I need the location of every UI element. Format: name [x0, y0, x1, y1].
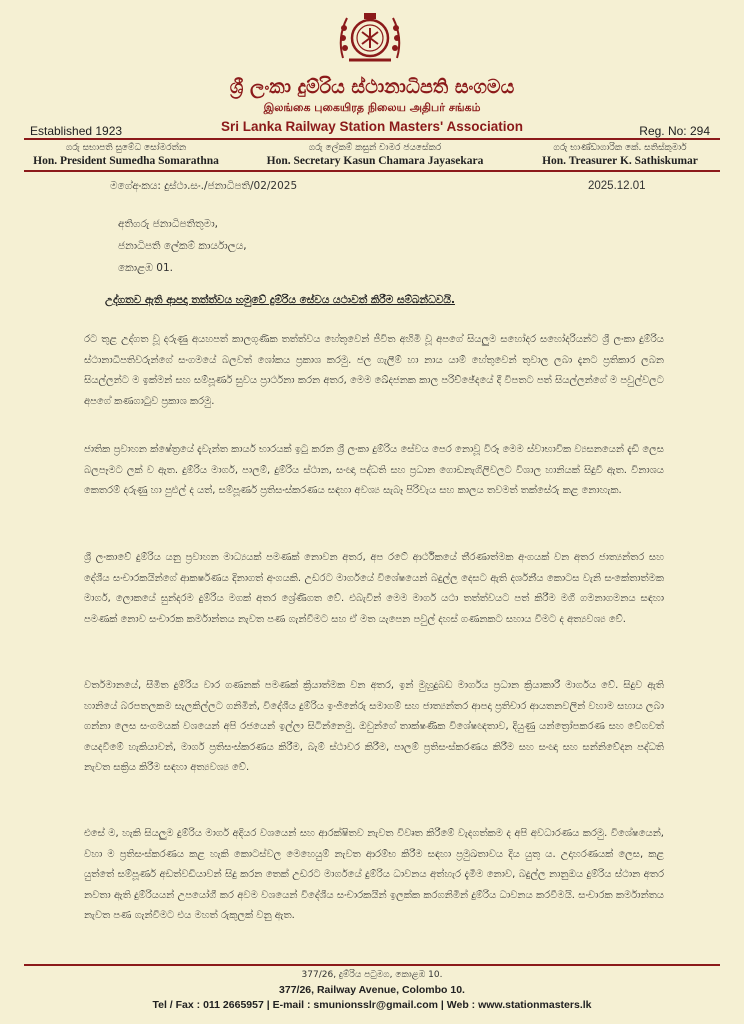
official-name: Hon. Secretary Kasun Chamara Jayasekara: [266, 155, 484, 167]
official-role-sinhala: ගරු භාණ්ඩාගාරික කේ. සතිස්කුමාර්: [553, 143, 687, 153]
body-paragraph-4: වර්තමානයේ, සීමිත දුම්රිය වාර ගණනක් පමණක් ක්‍රියාත්මක වන අතර, ඉන් මුහුදුබඩ මාර්ගය ප්‍රධාන ක්‍රියාකාරී මාර්ගය වේ. සිදුව ඇති හානියේ බරපතලකම සැලකිල්ලට ගනිමින්, විදේශීය දුම්රිය ඉංජිනේරු සමාගම් සහ ජාත්‍යන්තර ආපදා ප්‍රතිචාර ආයතනවලින් වහාම සහාය ලබා ගන්නා ලෙස සංගමයක් වශයෙන් අපි රජයෙන් ඉල්ලා සිටින්නෙමු. ඔවුන්ගේ තාක්ෂණික විශේෂඥතාව, දියුණු යන්ත්‍රෝපකරණ සහ වේගවත් යෙදවීමේ හැකියාවන්, මාර්ග ප්‍රතිසංස්කරණය කිරීම, බැම් ස්ථාවර කිරීම, පාලම් ප්‍රතිසංස්කරණය කිරීම සහ සංඥා සහ සන්නිවේදන පද්ධති නැවත සක්‍රිය කිරීම සඳහා අත්‍යවශ්‍ය වේ.: [84, 680, 664, 774]
footer-address-sinhala: 377/26, දුම්රිය පටුමග, කොළඹ 10.: [301, 970, 443, 980]
association-title-english: Sri Lanka Railway Station Masters' Association: [220, 119, 524, 134]
footer-divider: [24, 964, 720, 966]
reference-number: මගේඅංකය: දුස්ථා.සං./ජනාධිපති/02/2025: [110, 180, 298, 192]
established-year: Established 1923: [30, 124, 123, 138]
footer-contact: Tel / Fax : 011 2665957 | E-mail : smunionsslr@gmail.com | Web : www.stationmasters.lk: [152, 999, 592, 1011]
official-secretary: [250, 142, 500, 168]
letter-subject: උද්ගතව ඇති ආපදා තත්ත්වය හමුවේ දුම්රිය සේවය යථාවත් කිරීම සම්බන්ධවයි.: [105, 294, 455, 306]
body-paragraph-3: ශ්‍රී ලංකාවේ දුම්රිය යනු ප්‍රවාහන මාධ්‍යයක් පමණක් නොවන අතර, අප රටේ ආර්ථිකයේ තීරණාත්මක අංගයක් වන අතර ජාත්‍යන්තර සහ දේශීය සංචාරකයින්ගේ ආකර්ෂණය දිනාගත් අංගයකි. උඩරට මාර්ගයේ විශේෂයෙන් බදුල්ල දෙසට ඇති දර්ශනීය කොටස වැනි සංකේතාත්මක මාර්ග, ලොකයේ සුන්දරම දුම්රිය මගක් අතර ශ්‍රේණිගත වේ. එබැවින් මෙම මාර්ග යථා තත්ත්වයට පත් කිරීම මගී ගමනාගමනය සඳහා පමණක් නොව සංචාරක කර්මාන්තය නැවත පණ ගැන්වීමට සහ ඒ මත යැපෙන පවුල් දහස් ගණනකට සහාය වීමට ද අත්‍යවශ්‍ය වේ.: [84, 552, 664, 625]
official-president: [26, 142, 226, 168]
recipient-address: [118, 213, 247, 279]
association-emblem: [335, 8, 405, 68]
official-role-sinhala: ගරු සභාපති සුමේධ සෝමරත්න: [65, 143, 187, 153]
body-paragraph-1: රට තුළ උද්ගත වූ දරුණු අයහපත් කාලගුණික තත්ත්වය හේතුවෙන් ජීවිත අහිමි වූ අපගේ සියලුම සහෝදර සහෝදරියන්ට ශ්‍රී ලංකා දුම්රිය ස්ථානාධිපතිවරුන්ගේ සංගමයේ බලවත් ශෝකය ප්‍රකාශ කරමු. ජල ගැලීම් හා නාය යාම් හේතුවෙන් තුවාල ලබා දැනට ප්‍රතිකාර ලබන සියල්ලන්ට ම ඉක්මන් සහ සම්පූර්ණ සුවය ප්‍රාර්ථනා කරන අතර, මෙම ඛේදජනක කාල පරිච්ඡේදයේ දී විපතට පත් සියල්ලන්ගේ ම පවුල්වලට අපගේ කණගාටුව ප්‍රකාශ කරමු.: [84, 334, 664, 407]
header-divider-top: [24, 138, 720, 140]
official-name: Hon. President Sumedha Somarathna: [33, 155, 219, 167]
address-line: ජනාධිපති ලේකම් කාර්යාලය,: [118, 240, 247, 252]
association-title-sinhala: ශ්‍රී ලංකා දුම්රිය ස්ථානාධිපති සංගමය: [229, 76, 515, 98]
official-name: Hon. Treasurer K. Sathiskumar: [542, 155, 698, 167]
address-line: කොළඹ 01.: [118, 262, 173, 274]
letter-date: 2025.12.01: [588, 180, 646, 192]
footer-address-english: 377/26, Railway Avenue, Colombo 10.: [279, 984, 465, 996]
official-role-sinhala: ගරු ලේකම් කසුන් චාමර ජයසේකර: [308, 143, 442, 153]
address-line: අතිගරු ජනාධිපතිතුමා,: [118, 218, 218, 230]
body-paragraph-2: ජාතික ප්‍රවාහන ක්ෂේත්‍රයේ දැවැන්ත කාර්ය භාරයක් ඉටු කරන ශ්‍රී ලංකා දුම්රිය සේවය පෙර නොවූ විරූ මෙම ස්වාභාවික ව්‍යසනයෙන් දැඩි ලෙස බලපෑමට ලක් ව ඇත. දුම්රිය මාර්ග, පාලම්, දුම්රිය ස්ථාන, සංඥා පද්ධති සහ ප්‍රධාන ගොඩනැගිලිවලට විශාල හානියක් සිදුවී ඇත. විනාශය කෙතරම් දරුණු හා පුළුල් ද යත්, සම්පූර්ණ ප්‍රතිසංස්කරණය සඳහා අවශ්‍ය සැබෑ පිරිවැය සහ කාලය තවමත් තක්සේරු කළ නොහැක.: [84, 444, 664, 497]
header-divider-bottom: [24, 170, 720, 172]
body-paragraph-5: එසේ ම, හැකි සියලුම දුම්රිය මාර්ග අදියර වශයෙන් සහ ආරක්ෂිතව නැවත විවෘත කිරීමේ වැදගත්කම ද අපි අවධාරණය කරමු. විශේෂයෙන්, වහා ම ප්‍රතිසංස්කරණය කළ හැකි කොටස්වල මෙහෙයුම් නැවත ආරම්භ කිරීම සඳහා ප්‍රමුඛතාවය දිය යුතු ය. උදාහරණයක් ලෙස, කළ යුත්තේ සම්පූර්ණ අඩත්වඩියාවන් සිදු කරන තෙක් උඩරට මාර්ගයේ දුම්රිය ධාවනය අත්හැර දැමීම නොව, බදුල්ල නානුඔය දුම්රිය ස්ථාන අතර නවතා ඇති දුම්රියයන් උපයෝගී කර අවම වශයෙන් විදේශීය සංචාරකයින් ඉලක්ක කරගනිමින් දුම්රිය ධාවනය කරවීමයි. සංචාරක කර්මාන්තය නැවත පණ ගැන්වීමට එය මහත් රුකුලක් වනු ඇත.: [84, 828, 664, 922]
registration-number: Reg. No: 294: [639, 124, 710, 138]
association-title-tamil: இலங்கை புகையிரத நிலைய அதிபர் சங்கம்: [263, 101, 481, 114]
official-treasurer: [520, 142, 720, 168]
